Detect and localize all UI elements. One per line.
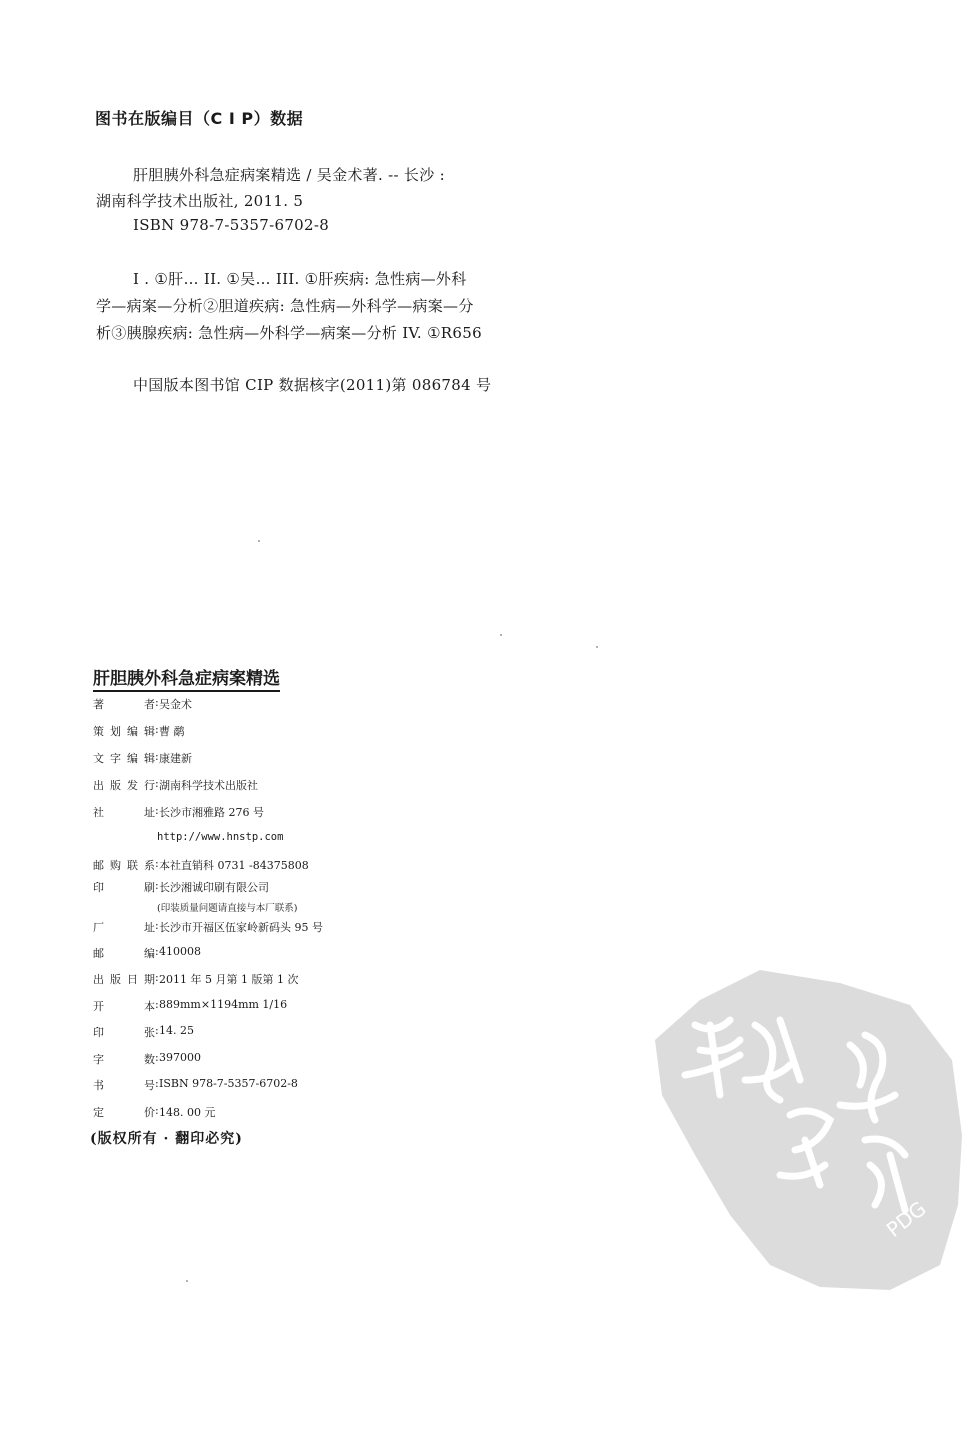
info-label: 字 数 [93, 1053, 155, 1066]
info-row-author: 著 者 : 吴金术 [93, 696, 192, 711]
cip-line: 湖南科学技术出版社, 2011. 5 [96, 192, 304, 210]
info-value: 148. 00 元 [159, 1106, 216, 1119]
info-row-mail-order: 邮购联系 : 本社直销科 0731 -84375808 [93, 857, 309, 872]
info-row-publish-date: 出版日期 : 2011 年 5 月第 1 版第 1 次 [93, 971, 299, 986]
info-value: 曹 鹬 [159, 725, 185, 738]
scan-speck [500, 634, 502, 636]
scan-speck [258, 540, 260, 542]
info-label: 印 刷 [93, 881, 155, 894]
info-row-price: 定 价 : 148. 00 元 [93, 1104, 216, 1119]
info-label: 邮购联系 [93, 859, 155, 872]
info-label: 策划编辑 [93, 725, 155, 738]
info-row-word-count: 字 数 : 397000 [93, 1051, 201, 1066]
info-value: 本社直销科 0731 -84375808 [159, 859, 309, 872]
info-label: 开 本 [93, 1000, 155, 1013]
info-row-text-editor: 文字编辑 : 康建新 [93, 750, 192, 765]
info-label: 文字编辑 [93, 752, 155, 765]
watermark-seal-icon [640, 965, 965, 1295]
info-row-sheets: 印 张 : 14. 25 [93, 1024, 194, 1039]
scan-speck [596, 646, 598, 648]
info-row-printer: 印 刷 : 长沙湘诚印刷有限公司 [93, 879, 269, 894]
info-label: 书 号 [93, 1079, 155, 1092]
info-row-factory-address: 厂 址 : 长沙市开福区伍家岭新码头 95 号 [93, 919, 323, 934]
info-label: 著 者 [93, 698, 155, 711]
info-row-format: 开 本 : 889mm×1194mm 1/16 [93, 998, 288, 1013]
cip-line: 肝胆胰外科急症病案精选 / 吴金术著. -- 长沙 : [133, 166, 445, 184]
info-label: 出版发行 [93, 779, 155, 792]
info-value: 14. 25 [159, 1024, 194, 1037]
cip-line: 中国版本图书馆 CIP 数据核字(2011)第 086784 号 [133, 376, 492, 394]
info-label: 出版日期 [93, 973, 155, 986]
info-row-isbn: 书 号 : ISBN 978-7-5357-6702-8 [93, 1077, 298, 1092]
info-row-address: 社 址 : 长沙市湘雅路 276 号 [93, 804, 264, 819]
cip-line: 学—病案—分析②胆道疾病: 急性病—外科学—病案—分 [96, 297, 474, 315]
info-label: 社 址 [93, 806, 155, 819]
info-row-postcode: 邮 编 : 410008 [93, 945, 201, 960]
publisher-url: http://www.hnstp.com [157, 831, 284, 843]
info-label: 印 张 [93, 1026, 155, 1039]
info-value: 410008 [159, 945, 201, 958]
info-value: 长沙市开福区伍家岭新码头 95 号 [159, 921, 323, 934]
info-value: 长沙湘诚印刷有限公司 [159, 881, 269, 894]
copyright-notice: (版权所有 · 翻印必究) [90, 1131, 243, 1147]
info-value: 2011 年 5 月第 1 版第 1 次 [159, 973, 299, 986]
info-label: 邮 编 [93, 947, 155, 960]
scan-speck [186, 1280, 188, 1282]
print-quality-note: (印装质量问题请直接与本厂联系) [157, 903, 298, 914]
info-value: 长沙市湘雅路 276 号 [159, 806, 264, 819]
cip-line: ISBN 978-7-5357-6702-8 [133, 216, 330, 234]
info-value: 397000 [159, 1051, 201, 1064]
info-value: 吴金术 [159, 698, 192, 711]
cip-heading: 图书在版编目（C I P）数据 [95, 109, 304, 128]
cip-line: 析③胰腺疾病: 急性病—外科学—病案—分析 IV. ①R656 [96, 324, 482, 342]
info-row-publisher: 出版发行 : 湖南科学技术出版社 [93, 777, 258, 792]
cip-line: I . ①肝… II. ①吴… III. ①肝疾病: 急性病—外科 [133, 270, 467, 288]
info-row-planning-editor: 策划编辑 : 曹 鹬 [93, 723, 185, 738]
info-label: 厂 址 [93, 921, 155, 934]
info-value: 湖南科学技术出版社 [159, 779, 258, 792]
book-title: 肝胆胰外科急症病案精选 [93, 664, 280, 692]
info-value: 889mm×1194mm 1/16 [159, 998, 288, 1011]
svg-text:PDG: PDG [881, 1196, 931, 1242]
info-value: ISBN 978-7-5357-6702-8 [159, 1077, 298, 1090]
info-label: 定 价 [93, 1106, 155, 1119]
info-value: 康建新 [159, 752, 192, 765]
